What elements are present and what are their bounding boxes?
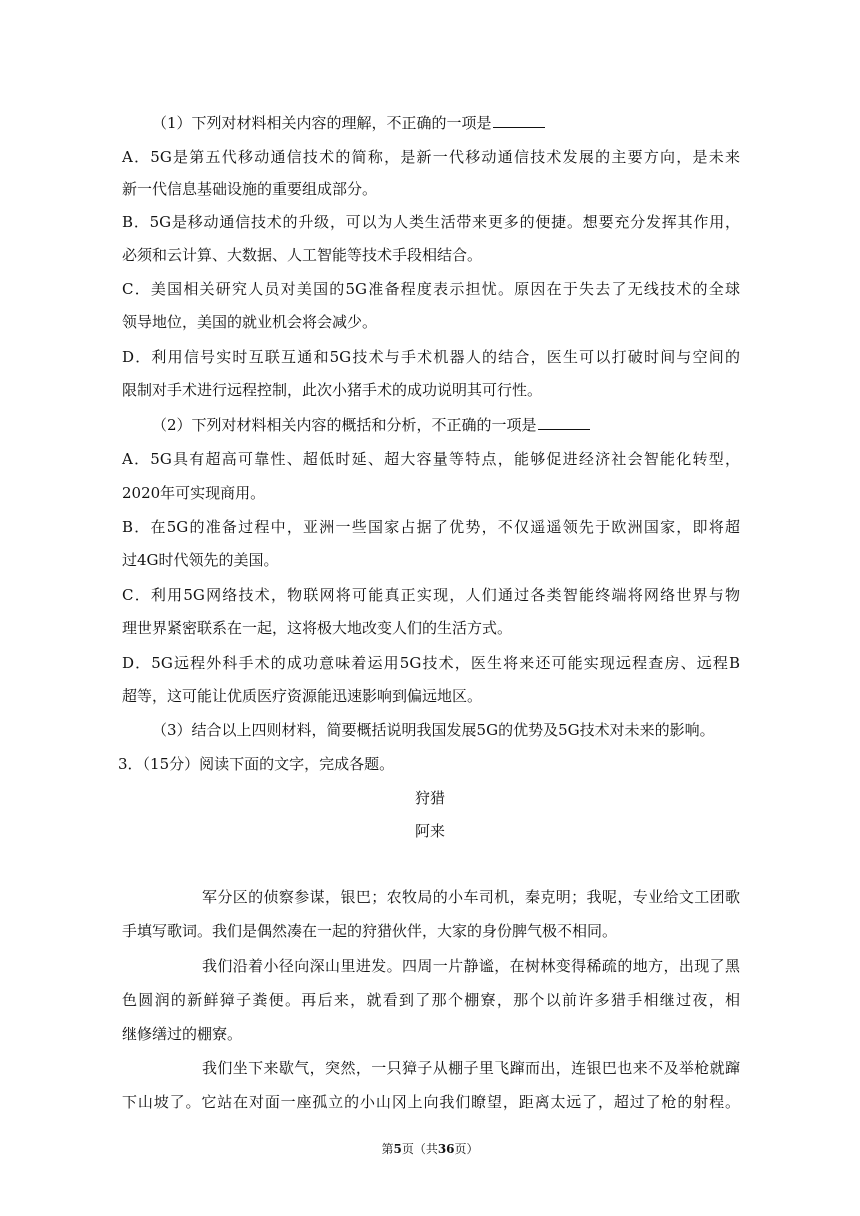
footer-total-pages: 36 <box>437 1142 455 1156</box>
q2-sub2-stem: （2）下列对材料相关内容的概括和分析，不正确的一项是 <box>152 415 740 435</box>
passage-title: 狩猎 <box>414 789 445 807</box>
passage-p2-line2: 色圆润的新鲜獐子粪便。再后来，就看到了那个棚寮，那个以前许多猎手相继过夜，相 <box>122 991 740 1009</box>
q2-sub2-option-d-line2: 超等，这可能让优质医疗资源能迅速影响到偏远地区。 <box>122 687 483 705</box>
q2-sub2-option-a-line1: A．5G具有超高可靠性、超低时延、超大容量等特点，能够促进经济社会智能化转型， <box>122 450 740 468</box>
passage-p3-line1: 我们坐下来歇气，突然，一只獐子从棚子里飞蹿而出，连银巴也来不及举枪就蹿 <box>202 1059 740 1077</box>
q2-sub2-option-a-line2: 2020年可实现商用。 <box>122 484 266 502</box>
q2-sub2-option-d-line1: D．5G远程外科手术的成功意味着运用5G技术，医生将来还可能实现远程查房、远程B <box>122 654 740 672</box>
footer-suffix: 页） <box>454 1142 479 1156</box>
footer-mid: 页（共 <box>401 1142 438 1156</box>
q2-sub1-option-a-line2: 新一代信息基础设施的重要组成部分。 <box>122 180 378 198</box>
page-footer <box>0 1141 860 1157</box>
q2-sub1-option-b-line1: B．5G是移动通信技术的升级，可以为人类生活带来更多的便捷。想要充分发挥其作用， <box>122 213 740 231</box>
q2-sub1-option-a-line1: A．5G是第五代移动通信技术的简称，是新一代移动通信技术发展的主要方向，是未来 <box>122 148 740 166</box>
answer-blank <box>493 113 545 128</box>
passage-author: 阿来 <box>414 822 445 840</box>
footer-page-number: 5 <box>393 1142 402 1156</box>
q2-sub1-option-c-line2: 领导地位，美国的就业机会将会减少。 <box>122 313 378 331</box>
q2-sub1-option-d-line1: D．利用信号实时互联互通和5G技术与手术机器人的结合，医生可以打破时间与空间的 <box>122 348 740 366</box>
q2-sub1-option-b-line2: 必须和云计算、大数据、人工智能等技术手段相结合。 <box>122 246 483 264</box>
q2-sub2-option-c-line2: 理世界紧密联系在一起，这将极大地改变人们的生活方式。 <box>122 619 513 637</box>
passage-p1-line1: 军分区的侦察参谋，银巴；农牧局的小车司机，秦克明；我呢，专业给文工团歌 <box>202 888 740 906</box>
passage-p2-line3: 继修缮过的棚寮。 <box>122 1025 243 1043</box>
passage-p1-line2: 手填写歌词。我们是偶然凑在一起的狩猎伙伴，大家的身份脾气极不相同。 <box>122 922 618 940</box>
passage-p2-line1: 我们沿着小径向深山里进发。四周一片静谧，在树林变得稀疏的地方，出现了黑 <box>202 957 740 975</box>
q2-sub2-option-c-line1: C．利用5G网络技术，物联网将可能真正实现，人们通过各类智能终端将网络世界与物 <box>122 586 740 604</box>
answer-blank <box>538 415 590 430</box>
q2-sub1-option-c-line1: C．美国相关研究人员对美国的5G准备程度表示担忧。原因在于失去了无线技术的全球 <box>122 280 740 298</box>
q2-sub2-option-b-line1: B．在5G的准备过程中，亚洲一些国家占据了优势，不仅遥遥领先于欧洲国家，即将超 <box>122 518 740 536</box>
q2-sub2-option-b-line2: 过4G时代领先的美国。 <box>122 551 279 569</box>
q3-header: 3．（15分）阅读下面的文字，完成各题。 <box>118 755 395 773</box>
footer-prefix: 第 <box>381 1142 394 1156</box>
passage-p3-line2: 下山坡了。它站在对面一座孤立的小山冈上向我们瞭望，距离太远了，超过了枪的射程。 <box>122 1093 740 1111</box>
q2-sub3-stem: （3）结合以上四则材料，简要概括说明我国发展5G的优势及5G技术对未来的影响。 <box>152 721 715 739</box>
q2-sub1-stem: （1）下列对材料相关内容的理解，不正确的一项是 <box>152 113 740 133</box>
q2-sub1-option-d-line2: 限制对手术进行远程控制，此次小猪手术的成功说明其可行性。 <box>122 381 543 399</box>
